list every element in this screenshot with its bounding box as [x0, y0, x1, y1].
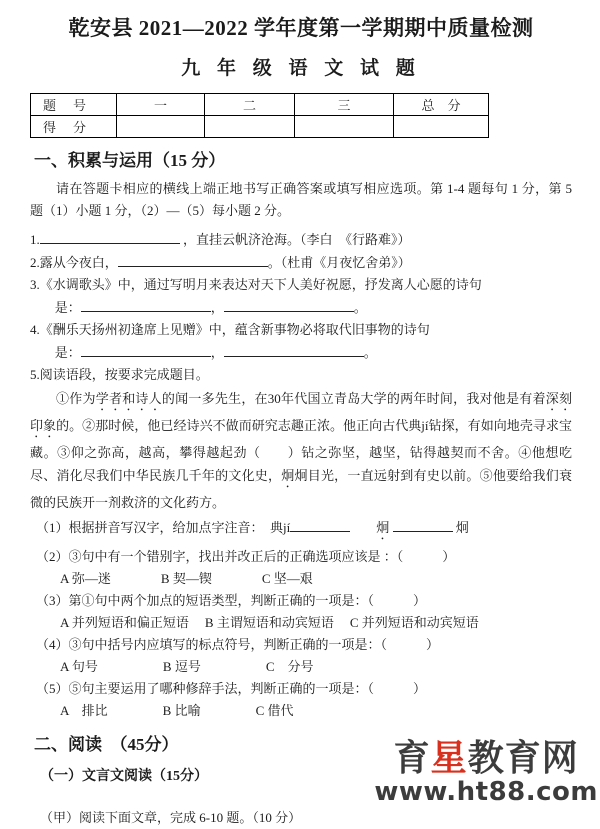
sub-question-5-text: ⑤句主要运用了哪种修辞手法，判断正确的一项是：（ ） [68, 680, 427, 696]
question-4-line2 [30, 342, 572, 365]
answer-blank [118, 253, 268, 267]
text-segment: 炯目光，一直远射到有史以前。⑤他要给我们衰微的民族开一剂救济的文化药方。 [30, 467, 572, 510]
sub-question-1 [30, 517, 572, 543]
text-segment: 。 [353, 299, 367, 315]
instructions-paragraph: 请在答题卡相应的横线上端正地书写正确答案或填写相应选项。第 1-4 题每句 1 分，第 5 题（1）小题 1 分，（2）—（5）每小题 2 分。 [30, 181, 572, 218]
text-segment: 是： [54, 344, 81, 360]
answer-blank [81, 298, 211, 312]
answer-blank [224, 298, 354, 312]
score-table-empty-cell [205, 116, 295, 138]
watermark-brand-star: 星 [430, 738, 468, 779]
score-table-cell-tihao: 题 号 [31, 94, 117, 116]
question-5-lead: 5.阅读语段，按要求完成题目。 [30, 367, 209, 382]
text-segment: 炯 [281, 467, 295, 483]
option-c: C 分号 [265, 658, 314, 674]
text-segment: 。（杜甫《月夜忆舍弟》） [267, 254, 411, 270]
sub-question-2 [30, 546, 572, 568]
page-subtitle: 九 年 级 语 文 试 题 [181, 58, 421, 79]
option-b: B 逗号 [162, 658, 201, 674]
text-segment: 学者和诗人 [95, 390, 162, 406]
score-table-empty-cell [394, 116, 489, 138]
sub-question-4-text: ③句中括号内应填写的标点符号，判断正确的一项是：（ ） [68, 636, 440, 652]
text-segment [350, 520, 376, 535]
score-table-cell-two: 二 [205, 94, 295, 116]
section1-heading: 一、积累与运用（15 分） [34, 151, 226, 170]
text-segment: 的。②那时候，他已经诗兴不做而研究志趣正浓。他正向古代典jí钻探，有如向地壳寻求宝藏。③仰之弥高，越高，攀得越起劲（ ）钻之弥坚，越坚，钻得越契而不舍。④他想吃尽、消化尽我们中华民族几千年的文化史， [30, 417, 572, 483]
score-table-empty-cell [117, 116, 205, 138]
watermark-brand-post: 教育网 [467, 738, 579, 779]
text-segment: 的闻一多先生，在30年代国立青岛大学的两年时间，我对他是有着 [161, 390, 546, 406]
sub-question-4 [30, 634, 572, 656]
option-c: C 借代 [255, 702, 294, 718]
question-1 [30, 229, 572, 252]
question-4-line1: 4.《酬乐天扬州初逢席上见赠》中，蕴含新事物必将取代旧事物的诗句 [30, 322, 430, 337]
option-c: C 坚—艰 [261, 570, 313, 586]
reading-passage [30, 387, 572, 514]
sub-question-2-options [30, 568, 572, 590]
sub-question-3-text: 第①句中两个加点的短语类型，判断正确的一项是：（ ） [68, 592, 427, 608]
option-a: A 并列短语和偏正短语 [60, 614, 189, 630]
option-b: B 契—锲 [160, 570, 212, 586]
answer-blank [224, 343, 364, 357]
text-segment: 炯 [452, 519, 469, 535]
option-c: C 并列短语和动宾短语 [349, 614, 479, 630]
score-table-cell-three: 三 [295, 94, 394, 116]
sub-question-5-label: （5） [36, 680, 69, 696]
score-table-cell-one: 一 [117, 94, 205, 116]
text-segment: 深刻印象 [30, 390, 572, 433]
answer-blank [393, 518, 453, 532]
section2-sub-heading: （一）文言文阅读（15分） [40, 768, 208, 784]
sub-question-2-label: （2） [36, 548, 69, 564]
text-segment: 是： [54, 299, 81, 315]
watermark-brand-pre: 育 [393, 738, 431, 779]
question-2 [30, 252, 572, 275]
text-segment: ①作为 [56, 390, 96, 406]
sub-question-2-text: ③句中有一个错别字，找出并改正后的正确选项应该是 ：（ ） [68, 548, 456, 564]
option-a: A 排比 [60, 702, 108, 718]
sub-question-3-label: （3） [36, 592, 69, 608]
sub-question-4-options [30, 656, 572, 678]
answer-blank [40, 230, 180, 244]
text-segment: 炯 [376, 519, 390, 535]
sub-question-3-options [30, 612, 572, 634]
option-b: B 比喻 [162, 702, 201, 718]
sub-question-5 [30, 678, 572, 700]
watermark-url: www.ht88.com [374, 777, 598, 807]
text-segment: 2.露从今夜白， [30, 254, 118, 270]
text-segment: 。 [363, 344, 377, 360]
section2-heading: 二、阅读 （45分） [34, 734, 179, 754]
option-b: B 主谓短语和动宾短语 [204, 614, 334, 630]
text-segment: ， [210, 344, 224, 360]
score-table-cell-defen: 得 分 [31, 116, 117, 138]
text-segment: ，直挂云帆济沧海。（李白 《行路难》） [179, 232, 411, 247]
text-segment: ， [210, 299, 224, 315]
sub-question-5-options [30, 700, 572, 722]
answer-blank [290, 518, 350, 532]
sub-question-1-text [69, 520, 469, 535]
score-table-score-row [31, 116, 489, 138]
question-3-line2 [30, 297, 572, 320]
question-3-line1: 3.《水调歌头》中，通过写明月来表达对天下人美好祝愿，抒发离人心愿的诗句 [30, 277, 482, 292]
answer-blank [81, 343, 211, 357]
sub-question-1-label: （1） [36, 519, 69, 535]
page-title: 乾安县 2021—2022 学年度第一学期期中质量检测 [68, 16, 534, 40]
text-segment: 1. [30, 232, 40, 247]
publisher-watermark [374, 738, 598, 807]
watermark-brand [374, 738, 598, 779]
score-table [30, 93, 489, 138]
score-table-cell-total: 总 分 [394, 94, 489, 116]
score-table-header-row [31, 94, 489, 116]
sub-question-4-label: （4） [36, 636, 69, 652]
sub-question-3 [30, 590, 572, 612]
section2-jia-instruction: （甲）阅读下面文章，完成 6-10 题。（10 分） [40, 809, 302, 825]
option-a: A 句号 [60, 658, 98, 674]
text-segment: 根据拼音写汉字，给加点字注音： 典jí [68, 519, 291, 535]
score-table-empty-cell [295, 116, 394, 138]
option-a: A 弥—迷 [60, 570, 111, 586]
